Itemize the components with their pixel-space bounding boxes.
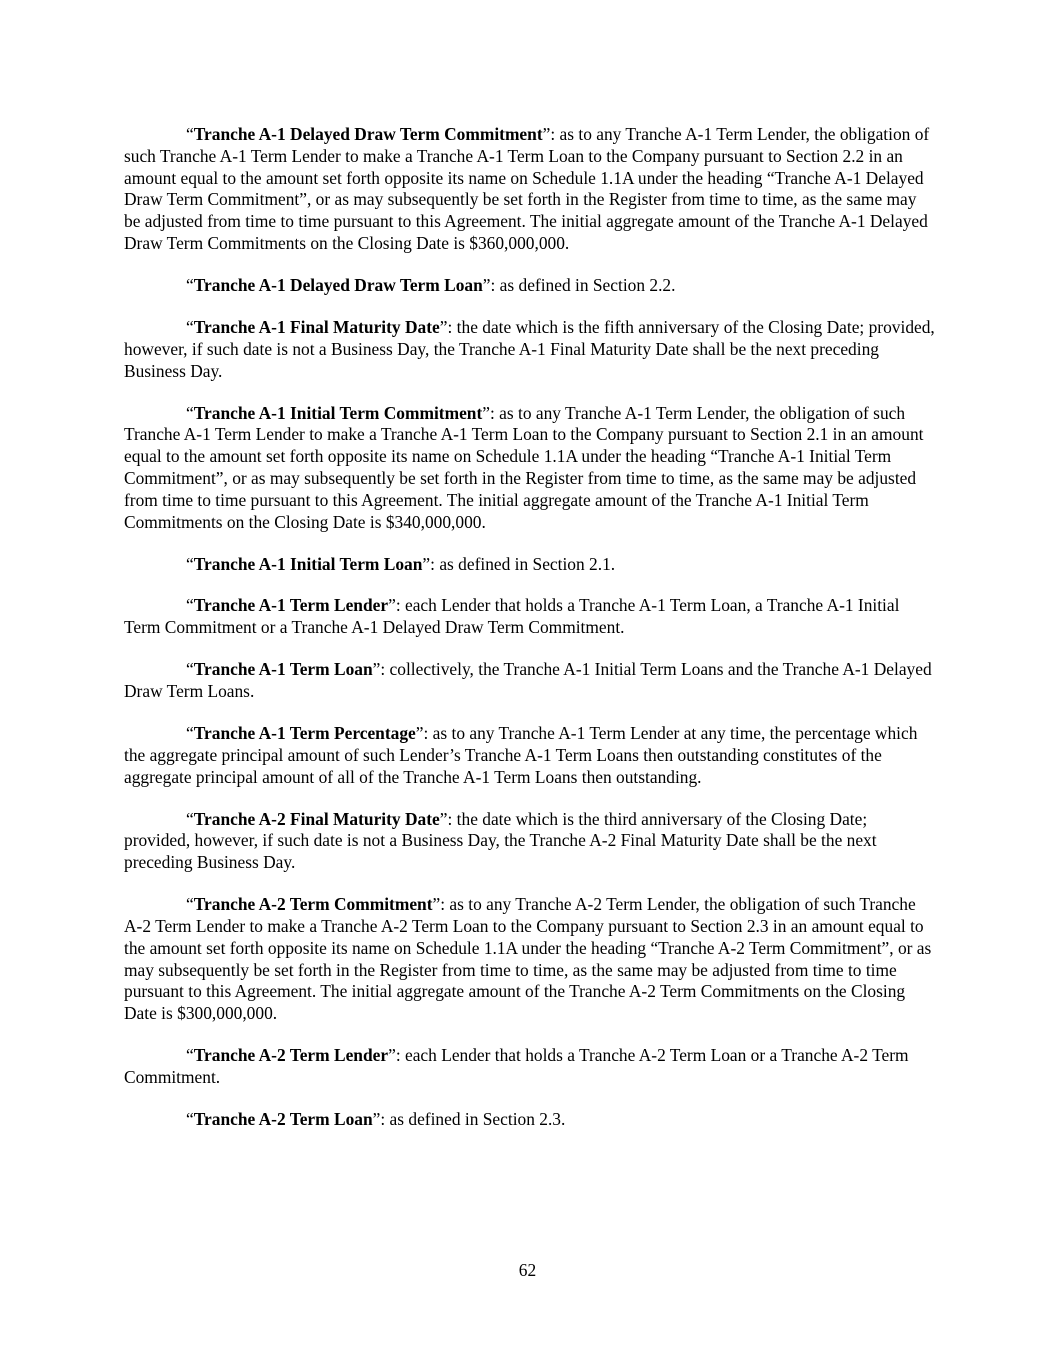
defined-term: Tranche A-1 Delayed Draw Term Commitment <box>193 124 543 144</box>
definition-body: : as defined in Section 2.1. <box>430 553 616 574</box>
defined-term: Tranche A-1 Term Loan <box>193 659 373 680</box>
close-quote: ” <box>388 595 396 616</box>
defined-term: Tranche A-2 Term Lender <box>193 1045 389 1066</box>
open-quote: “ <box>186 274 194 295</box>
defined-term: Tranche A-1 Term Percentage <box>193 723 416 744</box>
defined-term: Tranche A-1 Delayed Draw Term Loan <box>193 274 483 295</box>
definition-tranche-a1-delayed-draw-term-loan <box>124 275 936 297</box>
definition-tranche-a2-term-loan <box>124 1109 936 1131</box>
definition-body: : the date which is the fifth anniversary of the Closing Date; provided, however, if such date is not a Business Day, the Tranche A-1 Final Maturity Date shall be the next preceding Business Day. <box>124 316 935 381</box>
defined-term: Tranche A-1 Initial Term Commitment <box>193 402 483 423</box>
definition-body: : as to any Tranche A-2 Term Lender, the obligation of such Tranche A-2 Term Lender to make a Tranche A-2 Term Loan to the Company pursuant to Section 2.3 in an amount equal to the amount set forth opposite its name on Schedule 1.1A under the heading “Tranche A-2 Term Commitment”, or as may subsequently be set forth in the Register from time to time, as the same may be adjusted from time to time pursuant to this Agreement. The initial aggregate amount of the Tranche A-2 Term Commitments on the Closing Date is $300,000,000. <box>124 894 932 1024</box>
definition-tranche-a2-final-maturity-date <box>124 809 936 874</box>
defined-term: Tranche A-1 Final Maturity Date <box>193 316 440 337</box>
open-quote: “ <box>186 723 194 744</box>
defined-term: Tranche A-1 Term Lender <box>193 595 389 616</box>
definition-body: : as to any Tranche A-1 Term Lender, the obligation of such Tranche A-1 Term Lender to make a Tranche A-1 Term Loan to the Company pursuant to Section 2.2 in an amount equal to the amount set forth opposite its name on Schedule 1.1A under the heading “Tranche A-1 Delayed Draw Term Commitment”, or as may subsequently be set forth in the Register from time to time, as the same may be adjusted from time to time pursuant to this Agreement. The initial aggregate amount of the Tranche A-1 Delayed Draw Term Commitments on the Closing Date is $360,000,000. <box>124 124 930 253</box>
definition-body: : the date which is the third anniversary of the Closing Date; provided, however, if such date is not a Business Day, the Tranche A-2 Final Maturity Date shall be the next preceding Business Day. <box>124 808 877 873</box>
definition-tranche-a1-final-maturity-date <box>124 317 936 382</box>
defined-term: Tranche A-2 Term Loan <box>193 1108 373 1129</box>
definition-body: : each Lender that holds a Tranche A-1 Term Loan, a Tranche A-1 Initial Term Commitment or a Tranche A-1 Delayed Draw Term Commitment. <box>124 595 900 638</box>
close-quote: ” <box>542 124 551 144</box>
definition-body: : each Lender that holds a Tranche A-2 Term Loan or a Tranche A-2 Term Commitment. <box>124 1045 909 1087</box>
definition-tranche-a1-initial-term-loan <box>124 554 936 576</box>
close-quote: ” <box>422 553 431 574</box>
definition-tranche-a1-term-loan <box>124 659 936 703</box>
definition-body: : as defined in Section 2.2. <box>490 274 676 295</box>
open-quote: “ <box>186 316 194 337</box>
open-quote: “ <box>186 553 194 574</box>
open-quote: “ <box>186 659 194 680</box>
definition-body: : as defined in Section 2.3. <box>380 1108 566 1129</box>
close-quote: ” <box>372 659 381 680</box>
open-quote: “ <box>186 595 194 616</box>
close-quote: ” <box>432 894 441 915</box>
definition-tranche-a2-term-commitment <box>124 894 936 1025</box>
close-quote: ” <box>439 316 448 337</box>
definition-body: : collectively, the Tranche A-1 Initial Term Loans and the Tranche A-1 Delayed Draw Term Loans. <box>124 659 932 702</box>
open-quote: “ <box>186 1045 194 1066</box>
close-quote: ” <box>372 1108 381 1129</box>
definition-body: : as to any Tranche A-1 Term Lender, the obligation of such Tranche A-1 Term Lender to make a Tranche A-1 Term Loan to the Company pursuant to Section 2.1 in an amount equal to the amount set forth opposite its name on Schedule 1.1A under the heading “Tranche A-1 Initial Term Commitment”, or as may subsequently be set forth in the Register from time to time, as the same may be adjusted from time to time pursuant to this Agreement. The initial aggregate amount of the Tranche A-1 Initial Term Commitments on the Closing Date is $340,000,000. <box>124 402 924 532</box>
definition-tranche-a1-term-lender <box>124 595 936 639</box>
open-quote: “ <box>186 1108 194 1129</box>
page-number: 62 <box>518 1260 537 1280</box>
defined-term: Tranche A-1 Initial Term Loan <box>193 553 423 574</box>
definition-body: : as to any Tranche A-1 Term Lender at any time, the percentage which the aggregate principal amount of such Lender’s Tranche A-1 Term Loans then outstanding constitutes of the aggregate principal amount of all of the Tranche A-1 Term Loans then outstanding. <box>124 723 918 787</box>
close-quote: ” <box>482 274 491 295</box>
open-quote: “ <box>186 808 194 829</box>
open-quote: “ <box>186 124 194 144</box>
close-quote: ” <box>388 1045 396 1066</box>
close-quote: ” <box>482 402 490 423</box>
definition-tranche-a1-delayed-draw-term-commitment <box>124 124 936 255</box>
definition-tranche-a2-term-lender <box>124 1045 936 1089</box>
open-quote: “ <box>186 894 194 915</box>
document-page <box>124 124 936 1151</box>
open-quote: “ <box>186 402 194 423</box>
close-quote: ” <box>415 723 424 744</box>
defined-term: Tranche A-2 Term Commitment <box>193 894 433 915</box>
definition-tranche-a1-term-percentage <box>124 723 936 788</box>
close-quote: ” <box>439 808 448 829</box>
definition-tranche-a1-initial-term-commitment <box>124 403 936 534</box>
defined-term: Tranche A-2 Final Maturity Date <box>193 808 440 829</box>
